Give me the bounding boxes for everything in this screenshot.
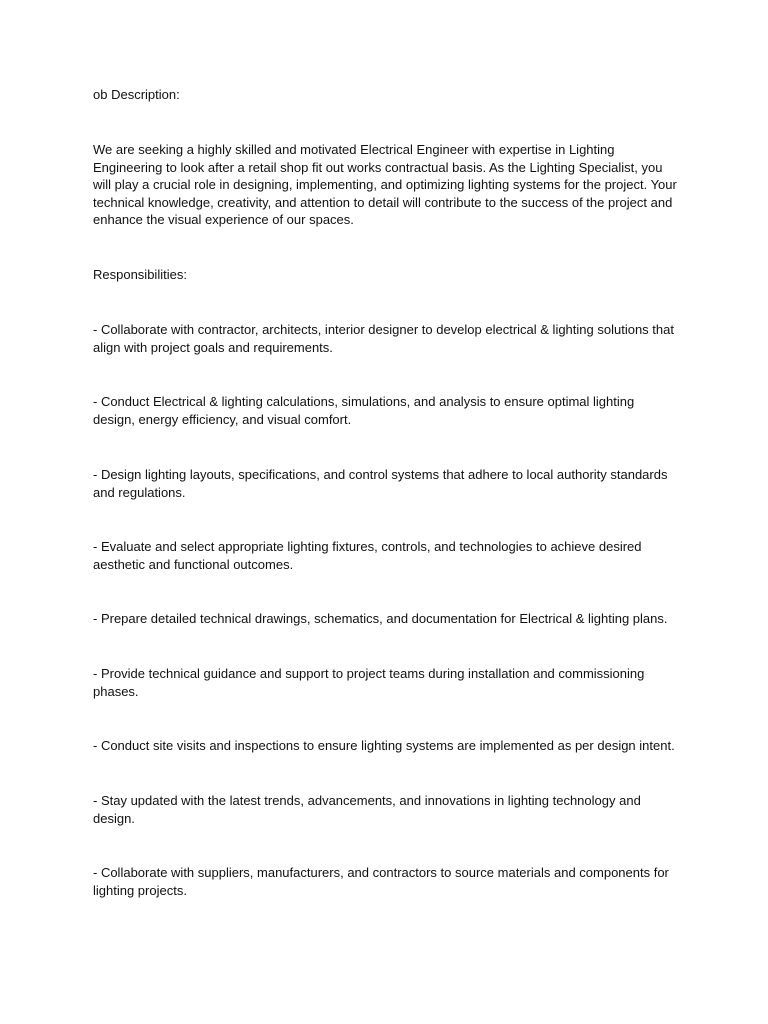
responsibility-item: - Design lighting layouts, specifications, and control systems that adhere to local authority standards and regulations. <box>93 467 668 500</box>
job-description-heading: ob Description: <box>93 87 180 102</box>
responsibility-item: - Provide technical guidance and support to project teams during installation and commissioning phases. <box>93 666 645 699</box>
responsibility-item: - Collaborate with suppliers, manufacturers, and contractors to source materials and components for lighting projects. <box>93 865 669 898</box>
responsibility-item: - Evaluate and select appropriate lighting fixtures, controls, and technologies to achieve desired aesthetic and functional outcomes. <box>93 539 642 572</box>
responsibility-item: - Prepare detailed technical drawings, schematics, and documentation for Electrical & lighting plans. <box>93 611 668 626</box>
responsibility-item: - Conduct Electrical & lighting calculations, simulations, and analysis to ensure optimal lighting design, energy efficiency, and visual comfort. <box>93 394 635 427</box>
responsibility-item: - Conduct site visits and inspections to ensure lighting systems are implemented as per design intent. <box>93 738 675 753</box>
responsibility-item: - Stay updated with the latest trends, advancements, and innovations in lighting technology and design. <box>93 793 641 826</box>
responsibility-item: - Collaborate with contractor, architects, interior designer to develop electrical & lighting solutions that align with project goals and requirements. <box>93 322 674 355</box>
responsibilities-heading: Responsibilities: <box>93 267 187 282</box>
intro-paragraph: We are seeking a highly skilled and motivated Electrical Engineer with expertise in Lighting Engineering to look after a retail shop fit out works contractual basis. As the Lighting Specialist, you will play a crucial role in designing, implementing, and optimizing lighting systems for the project. Your technical knowledge, creativity, and attention to detail will contribute to the success of the project and enhance the visual experience of our spaces. <box>93 142 677 228</box>
